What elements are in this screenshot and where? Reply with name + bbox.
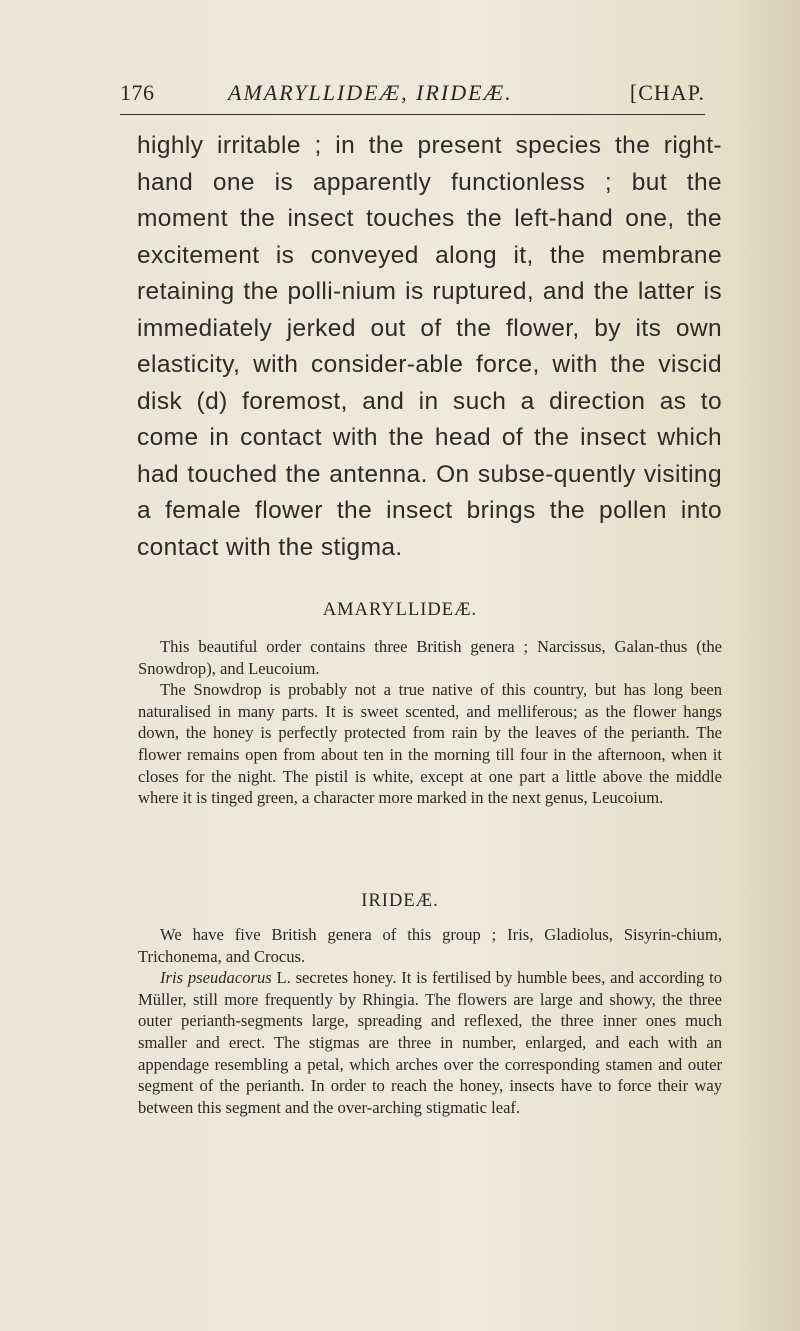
irideae-text: [138, 924, 722, 1118]
page-header: [120, 80, 705, 115]
chapter-label: [CHAP.: [629, 80, 705, 105]
species-name: Iris pseudacorus: [160, 968, 272, 988]
amaryllideae-paragraph-1: This beautiful order contains three British genera ; Narcissus, Galan-thus (the Snowdrop), and Leucoium.: [138, 637, 722, 678]
section-heading-irideae: IRIDEÆ.: [361, 891, 439, 911]
irideae-paragraph-2-text: L. secretes honey. It is fertilised by humble bees, and according to Müller, still more frequently by Rhingia. The flowers are large and showy, the three outer perianth-segments large, spreading and reflexed, the three inner ones much smaller and erect. The stigmas are three in number, enlarged, and each with an appendage resembling a petal, which arches over the corresponding stamen and outer segment of the perianth. In order to reach the honey, insects have to force their way between this segment and the over-arching stigmatic leaf.: [138, 968, 722, 1117]
amaryllideae-text: [138, 636, 722, 809]
running-title: AMARYLLIDEÆ, IRIDEÆ.: [228, 80, 513, 105]
amaryllideae-paragraph-2: The Snowdrop is probably not a true native of this country, but has long been naturalised in many parts. It is sweet scented, and melliferous; as the flower hangs down, the honey is perfectly protected from rain by the leaves of the perianth. The flower remains open from about ten in the morning till four in the afternoon, when it closes for the night. The pistil is white, except at one part a little above the middle where it is tinged green, a character more marked in the next genus, Leucoium.: [138, 680, 722, 808]
page-number: 176: [120, 80, 155, 105]
irideae-paragraph-1: We have five British genera of this group ; Iris, Gladiolus, Sisyrin-chium, Trichonema, and Crocus.: [138, 925, 722, 966]
irideae-paragraph-2: [138, 967, 722, 1118]
main-paragraph: highly irritable ; in the present species the right-hand one is apparently functionless ; but the moment the insect touches the left-hand one, the excitement is conveyed along it, the membrane retaining the polli-nium is ruptured, and the latter is immediately jerked out of the flower, by its own elasticity, with consider-able force, with the viscid disk (d) foremost, and in such a direction as to come in contact with the head of the insect which had touched the antenna. On subse-quently visiting a female flower the insect brings the pollen into contact with the stigma.: [137, 132, 722, 561]
section-heading-amaryllideae: AMARYLLIDEÆ.: [322, 600, 478, 620]
